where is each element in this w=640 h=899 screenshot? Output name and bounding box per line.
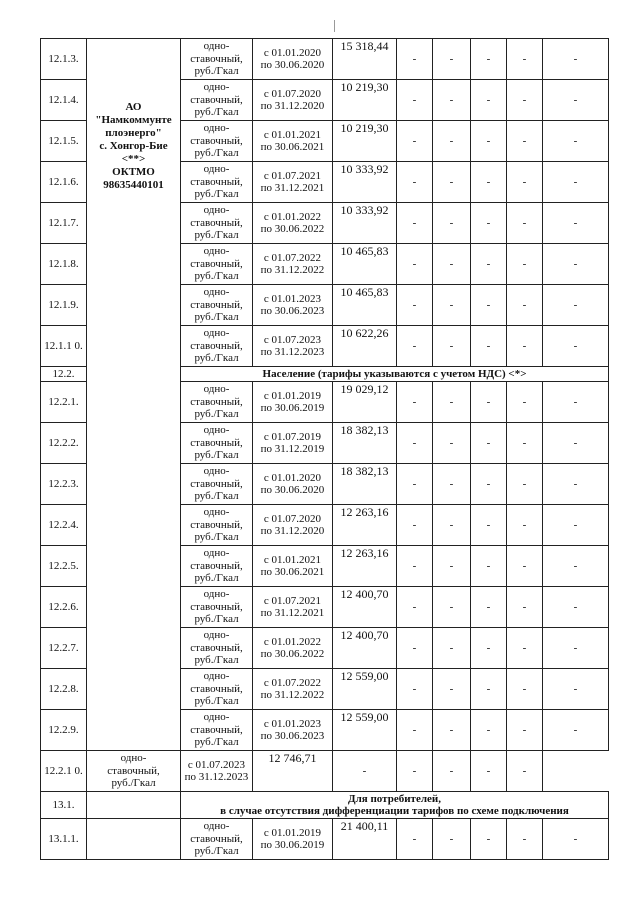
tariff-type-line: ставочный, bbox=[190, 298, 243, 311]
dash-cell: - bbox=[543, 285, 609, 326]
dash-cell: - bbox=[471, 587, 507, 628]
period-cell bbox=[253, 121, 333, 162]
dash-cell: - bbox=[433, 464, 471, 505]
dash-cell: - bbox=[397, 244, 433, 285]
row-number: 12.1.4. bbox=[41, 80, 87, 121]
tariff-type-line: руб./Гкал bbox=[194, 65, 239, 78]
period-cell bbox=[253, 669, 333, 710]
dash-cell: - bbox=[543, 505, 609, 546]
period-cell bbox=[253, 326, 333, 367]
period-end: по 31.12.2022 bbox=[260, 689, 325, 701]
dash-cell: - bbox=[433, 819, 471, 860]
dash-cell: - bbox=[543, 464, 609, 505]
period-cell bbox=[253, 80, 333, 121]
dash-cell: - bbox=[397, 423, 433, 464]
section-title-line: Для потребителей, bbox=[348, 792, 441, 805]
tariff-type-line: ставочный, bbox=[190, 216, 243, 229]
dash-cell: - bbox=[397, 669, 433, 710]
tariff-type-line: одно- bbox=[203, 286, 230, 299]
dash-cell: - bbox=[507, 819, 543, 860]
period-start: с 01.01.2022 bbox=[263, 635, 322, 648]
tariff-type-cell bbox=[181, 819, 253, 860]
tariff-type-cell bbox=[181, 587, 253, 628]
dash-cell: - bbox=[433, 326, 471, 367]
period-cell bbox=[253, 382, 333, 423]
period-start: с 01.01.2019 bbox=[263, 826, 322, 839]
dash-cell: - bbox=[433, 244, 471, 285]
tariff-type-line: одно- bbox=[203, 820, 230, 833]
tariff-type-line: одно- bbox=[203, 81, 230, 94]
dash-cell: - bbox=[543, 669, 609, 710]
tariff-type-cell bbox=[181, 244, 253, 285]
dash-cell: - bbox=[471, 464, 507, 505]
period-end: по 31.12.2019 bbox=[260, 443, 325, 455]
table-row bbox=[41, 39, 609, 80]
dash-cell: - bbox=[433, 628, 471, 669]
period-end: по 31.12.2020 bbox=[260, 525, 325, 537]
tariff-type-line: руб./Гкал bbox=[194, 695, 239, 708]
period-start: с 01.01.2019 bbox=[263, 389, 322, 402]
dash-cell: - bbox=[433, 751, 471, 792]
tariff-type-line: ставочный, bbox=[190, 134, 243, 147]
tariff-table bbox=[40, 38, 609, 860]
dash-cell: - bbox=[471, 819, 507, 860]
dash-cell: - bbox=[397, 710, 433, 751]
dash-cell: - bbox=[471, 423, 507, 464]
row-number: 12.2.8. bbox=[41, 669, 87, 710]
dash-cell: - bbox=[471, 203, 507, 244]
tariff-type-line: ставочный, bbox=[190, 52, 243, 65]
tariff-value: 10 465,83 bbox=[333, 244, 397, 285]
row-number: 12.2.1. bbox=[41, 382, 87, 423]
tariff-type-line: одно- bbox=[203, 465, 230, 478]
period-start: с 01.01.2023 bbox=[263, 717, 322, 730]
tariff-type-line: одно- bbox=[120, 752, 147, 765]
tariff-value: 12 263,16 bbox=[333, 505, 397, 546]
period-end: по 31.12.2023 bbox=[260, 346, 325, 358]
dash-cell: - bbox=[433, 39, 471, 80]
dash-cell: - bbox=[397, 505, 433, 546]
tariff-type-cell bbox=[181, 39, 253, 80]
dash-cell: - bbox=[471, 546, 507, 587]
period-cell bbox=[253, 162, 333, 203]
period-cell bbox=[253, 39, 333, 80]
dash-cell: - bbox=[471, 628, 507, 669]
tariff-type-line: руб./Гкал bbox=[194, 531, 239, 544]
tariff-type-line: одно- bbox=[203, 424, 230, 437]
tariff-type-line: руб./Гкал bbox=[194, 147, 239, 160]
tariff-value: 21 400,11 bbox=[333, 819, 397, 860]
row-number: 12.1.7. bbox=[41, 203, 87, 244]
dash-cell: - bbox=[507, 751, 543, 792]
dash-cell: - bbox=[543, 326, 609, 367]
period-cell bbox=[253, 628, 333, 669]
period-start: с 01.01.2020 bbox=[263, 471, 322, 484]
row-number: 12.2.2. bbox=[41, 423, 87, 464]
dash-cell: - bbox=[507, 546, 543, 587]
table-row bbox=[41, 751, 609, 792]
dash-cell: - bbox=[543, 710, 609, 751]
dash-cell: - bbox=[397, 39, 433, 80]
dash-cell: - bbox=[333, 751, 397, 792]
organization-line: АО bbox=[125, 101, 142, 113]
tariff-type-line: руб./Гкал bbox=[194, 736, 239, 749]
dash-cell: - bbox=[507, 121, 543, 162]
dash-cell: - bbox=[507, 203, 543, 244]
dash-cell: - bbox=[543, 244, 609, 285]
period-end: по 30.06.2019 bbox=[260, 839, 325, 851]
tariff-type-line: ставочный, bbox=[190, 339, 243, 352]
dash-cell: - bbox=[397, 751, 433, 792]
organization-line: "Намкоммунте bbox=[95, 114, 172, 126]
blank-cell bbox=[87, 792, 181, 819]
tariff-type-line: ставочный, bbox=[107, 764, 160, 777]
dash-cell: - bbox=[433, 423, 471, 464]
tariff-value: 12 400,70 bbox=[333, 587, 397, 628]
tariff-value: 18 382,13 bbox=[333, 423, 397, 464]
tariff-type-line: одно- bbox=[203, 629, 230, 642]
dash-cell: - bbox=[397, 121, 433, 162]
tariff-type-line: одно- bbox=[203, 122, 230, 135]
dash-cell: - bbox=[433, 121, 471, 162]
period-start: с 01.07.2023 bbox=[187, 758, 246, 771]
period-start: с 01.01.2021 bbox=[263, 553, 322, 566]
tariff-type-cell bbox=[181, 382, 253, 423]
dash-cell: - bbox=[397, 628, 433, 669]
dash-cell: - bbox=[397, 587, 433, 628]
period-start: с 01.07.2020 bbox=[263, 512, 322, 525]
dash-cell: - bbox=[397, 80, 433, 121]
tariff-value: 12 559,00 bbox=[333, 710, 397, 751]
tariff-type-cell bbox=[181, 162, 253, 203]
dash-cell: - bbox=[471, 326, 507, 367]
period-cell bbox=[253, 546, 333, 587]
tariff-type-line: ставочный, bbox=[190, 518, 243, 531]
row-number: 12.1.5. bbox=[41, 121, 87, 162]
period-start: с 01.01.2022 bbox=[263, 210, 322, 223]
tariff-type-line: руб./Гкал bbox=[194, 311, 239, 324]
dash-cell: - bbox=[507, 326, 543, 367]
tariff-type-cell bbox=[181, 546, 253, 587]
row-number: 12.2.7. bbox=[41, 628, 87, 669]
tariff-type-cell bbox=[181, 669, 253, 710]
tariff-type-line: руб./Гкал bbox=[194, 270, 239, 283]
tariff-type-line: одно- bbox=[203, 327, 230, 340]
period-cell bbox=[253, 587, 333, 628]
dash-cell: - bbox=[433, 162, 471, 203]
dash-cell: - bbox=[507, 80, 543, 121]
row-number: 12.1.1 0. bbox=[41, 326, 87, 367]
dash-cell: - bbox=[543, 423, 609, 464]
period-start: с 01.01.2023 bbox=[263, 292, 322, 305]
tariff-type-line: ставочный, bbox=[190, 723, 243, 736]
dash-cell: - bbox=[397, 546, 433, 587]
row-number: 12.1.8. bbox=[41, 244, 87, 285]
tariff-type-cell bbox=[181, 326, 253, 367]
period-end: по 30.06.2021 bbox=[260, 141, 325, 153]
period-end: по 30.06.2022 bbox=[260, 223, 325, 235]
dash-cell: - bbox=[471, 710, 507, 751]
tariff-type-line: ставочный, bbox=[190, 93, 243, 106]
dash-cell: - bbox=[471, 39, 507, 80]
tariff-type-line: одно- bbox=[203, 245, 230, 258]
period-cell bbox=[253, 819, 333, 860]
dash-cell: - bbox=[543, 819, 609, 860]
dash-cell: - bbox=[543, 162, 609, 203]
tariff-type-line: ставочный, bbox=[190, 436, 243, 449]
dash-cell: - bbox=[543, 203, 609, 244]
tariff-type-line: ставочный, bbox=[190, 600, 243, 613]
tariff-type-line: ставочный, bbox=[190, 395, 243, 408]
tariff-type-cell bbox=[181, 464, 253, 505]
period-cell bbox=[253, 464, 333, 505]
tariff-type-cell bbox=[181, 423, 253, 464]
dash-cell: - bbox=[433, 80, 471, 121]
tariff-type-cell bbox=[181, 505, 253, 546]
tariff-type-cell bbox=[87, 751, 181, 792]
organization-line: ОКТМО bbox=[112, 166, 155, 178]
tariff-type-cell bbox=[181, 203, 253, 244]
tariff-value: 10 219,30 bbox=[333, 121, 397, 162]
tariff-type-line: руб./Гкал bbox=[194, 188, 239, 201]
dash-cell: - bbox=[471, 244, 507, 285]
dash-cell: - bbox=[471, 121, 507, 162]
dash-cell: - bbox=[433, 382, 471, 423]
tariff-type-line: ставочный, bbox=[190, 682, 243, 695]
tariff-value: 10 333,92 bbox=[333, 203, 397, 244]
tariff-type-line: ставочный, bbox=[190, 641, 243, 654]
dash-cell: - bbox=[507, 39, 543, 80]
tariff-type-line: руб./Гкал bbox=[111, 777, 156, 790]
dash-cell: - bbox=[471, 751, 507, 792]
tariff-value: 15 318,44 bbox=[333, 39, 397, 80]
row-number: 12.1.3. bbox=[41, 39, 87, 80]
dash-cell: - bbox=[471, 162, 507, 203]
tariff-value: 12 400,70 bbox=[333, 628, 397, 669]
blank-cell bbox=[87, 819, 181, 860]
period-start: с 01.07.2019 bbox=[263, 430, 322, 443]
tariff-type-line: одно- bbox=[203, 40, 230, 53]
dash-cell: - bbox=[433, 546, 471, 587]
dash-cell: - bbox=[433, 285, 471, 326]
section-title bbox=[181, 792, 609, 819]
row-number: 12.2.4. bbox=[41, 505, 87, 546]
period-end: по 30.06.2023 bbox=[260, 305, 325, 317]
tariff-type-cell bbox=[181, 80, 253, 121]
dash-cell: - bbox=[507, 669, 543, 710]
tariff-type-line: ставочный, bbox=[190, 559, 243, 572]
dash-cell: - bbox=[543, 382, 609, 423]
period-start: с 01.01.2020 bbox=[263, 46, 322, 59]
dash-cell: - bbox=[471, 80, 507, 121]
row-number: 12.1.9. bbox=[41, 285, 87, 326]
tariff-value: 12 559,00 bbox=[333, 669, 397, 710]
dash-cell: - bbox=[471, 669, 507, 710]
period-start: с 01.07.2021 bbox=[263, 594, 322, 607]
period-end: по 31.12.2021 bbox=[260, 607, 325, 619]
table-row bbox=[41, 819, 609, 860]
period-end: по 30.06.2019 bbox=[260, 402, 325, 414]
period-end: по 30.06.2021 bbox=[260, 566, 325, 578]
tariff-value: 10 622,26 bbox=[333, 326, 397, 367]
tariff-value: 10 465,83 bbox=[333, 285, 397, 326]
dash-cell: - bbox=[397, 819, 433, 860]
tariff-type-line: ставочный, bbox=[190, 832, 243, 845]
tariff-type-line: одно- bbox=[203, 204, 230, 217]
row-number: 12.2.9. bbox=[41, 710, 87, 751]
period-cell bbox=[181, 751, 253, 792]
tariff-value: 12 263,16 bbox=[333, 546, 397, 587]
tariff-type-line: ставочный, bbox=[190, 477, 243, 490]
tariff-type-cell bbox=[181, 628, 253, 669]
organization-cell bbox=[87, 39, 181, 751]
dash-cell: - bbox=[507, 628, 543, 669]
dash-cell: - bbox=[543, 39, 609, 80]
page-mark bbox=[334, 20, 335, 32]
tariff-type-line: руб./Гкал bbox=[194, 572, 239, 585]
dash-cell: - bbox=[507, 710, 543, 751]
period-cell bbox=[253, 244, 333, 285]
period-start: с 01.07.2022 bbox=[263, 251, 322, 264]
dash-cell: - bbox=[433, 587, 471, 628]
tariff-type-line: руб./Гкал bbox=[194, 408, 239, 421]
tariff-type-line: руб./Гкал bbox=[194, 613, 239, 626]
tariff-value: 12 746,71 bbox=[253, 751, 333, 792]
tariff-type-line: руб./Гкал bbox=[194, 654, 239, 667]
tariff-type-cell bbox=[181, 285, 253, 326]
tariff-type-line: руб./Гкал bbox=[194, 845, 239, 858]
period-cell bbox=[253, 505, 333, 546]
period-start: с 01.07.2022 bbox=[263, 676, 322, 689]
dash-cell: - bbox=[397, 326, 433, 367]
tariff-value: 18 382,13 bbox=[333, 464, 397, 505]
tariff-type-line: одно- bbox=[203, 163, 230, 176]
period-end: по 31.12.2020 bbox=[260, 100, 325, 112]
tariff-type-line: руб./Гкал bbox=[194, 229, 239, 242]
tariff-type-line: руб./Гкал bbox=[194, 352, 239, 365]
section-title-line: в случае отсутствия дифференциации тарифов по схеме подключения bbox=[220, 805, 569, 817]
dash-cell: - bbox=[507, 244, 543, 285]
period-end: по 31.12.2023 bbox=[184, 771, 249, 783]
tariff-type-cell bbox=[181, 121, 253, 162]
period-start: с 01.07.2020 bbox=[263, 87, 322, 100]
tariff-type-line: одно- bbox=[203, 711, 230, 724]
dash-cell: - bbox=[397, 162, 433, 203]
period-cell bbox=[253, 423, 333, 464]
tariff-type-line: руб./Гкал bbox=[194, 490, 239, 503]
section-number: 13.1. bbox=[41, 792, 87, 819]
dash-cell: - bbox=[433, 710, 471, 751]
period-start: с 01.07.2021 bbox=[263, 169, 322, 182]
organization-line: с. Хонгор-Бие bbox=[99, 140, 168, 152]
dash-cell: - bbox=[433, 505, 471, 546]
organization-line: <**> bbox=[121, 153, 146, 165]
period-end: по 30.06.2020 bbox=[260, 59, 325, 71]
row-number: 12.2.6. bbox=[41, 587, 87, 628]
dash-cell: - bbox=[543, 546, 609, 587]
tariff-type-line: ставочный, bbox=[190, 257, 243, 270]
period-start: с 01.01.2021 bbox=[263, 128, 322, 141]
dash-cell: - bbox=[543, 80, 609, 121]
table-body bbox=[41, 39, 609, 860]
tariff-type-cell bbox=[181, 710, 253, 751]
period-end: по 30.06.2020 bbox=[260, 484, 325, 496]
period-start: с 01.07.2023 bbox=[263, 333, 322, 346]
row-number: 12.1.6. bbox=[41, 162, 87, 203]
dash-cell: - bbox=[507, 587, 543, 628]
dash-cell: - bbox=[433, 203, 471, 244]
tariff-type-line: одно- bbox=[203, 588, 230, 601]
row-number: 12.2.3. bbox=[41, 464, 87, 505]
tariff-type-line: одно- bbox=[203, 670, 230, 683]
dash-cell: - bbox=[507, 162, 543, 203]
dash-cell: - bbox=[433, 669, 471, 710]
period-cell bbox=[253, 285, 333, 326]
tariff-value: 10 219,30 bbox=[333, 80, 397, 121]
tariff-type-line: одно- bbox=[203, 547, 230, 560]
dash-cell: - bbox=[543, 587, 609, 628]
organization-line: плоэнерго" bbox=[105, 127, 162, 139]
tariff-value: 19 029,12 bbox=[333, 382, 397, 423]
section-number: 12.2. bbox=[41, 367, 87, 382]
tariff-value: 10 333,92 bbox=[333, 162, 397, 203]
tariff-type-line: одно- bbox=[203, 506, 230, 519]
period-end: по 31.12.2021 bbox=[260, 182, 325, 194]
row-number: 13.1.1. bbox=[41, 819, 87, 860]
dash-cell: - bbox=[507, 285, 543, 326]
section-title: Население (тарифы указываются с учетом НДС) <*> bbox=[181, 367, 609, 382]
tariff-type-line: руб./Гкал bbox=[194, 106, 239, 119]
section-header-row bbox=[41, 792, 609, 819]
period-end: по 31.12.2022 bbox=[260, 264, 325, 276]
dash-cell: - bbox=[471, 285, 507, 326]
period-cell bbox=[253, 203, 333, 244]
organization-line: 98635440101 bbox=[103, 179, 164, 191]
dash-cell: - bbox=[507, 464, 543, 505]
period-end: по 30.06.2023 bbox=[260, 730, 325, 742]
dash-cell: - bbox=[397, 285, 433, 326]
tariff-type-line: руб./Гкал bbox=[194, 449, 239, 462]
dash-cell: - bbox=[543, 121, 609, 162]
period-cell bbox=[253, 710, 333, 751]
period-end: по 30.06.2022 bbox=[260, 648, 325, 660]
dash-cell: - bbox=[471, 505, 507, 546]
row-number: 12.2.1 0. bbox=[41, 751, 87, 792]
dash-cell: - bbox=[397, 382, 433, 423]
tariff-type-line: одно- bbox=[203, 383, 230, 396]
dash-cell: - bbox=[471, 382, 507, 423]
tariff-type-line: ставочный, bbox=[190, 175, 243, 188]
dash-cell: - bbox=[507, 382, 543, 423]
dash-cell: - bbox=[543, 628, 609, 669]
dash-cell: - bbox=[507, 505, 543, 546]
dash-cell: - bbox=[507, 423, 543, 464]
dash-cell: - bbox=[397, 464, 433, 505]
dash-cell: - bbox=[397, 203, 433, 244]
row-number: 12.2.5. bbox=[41, 546, 87, 587]
